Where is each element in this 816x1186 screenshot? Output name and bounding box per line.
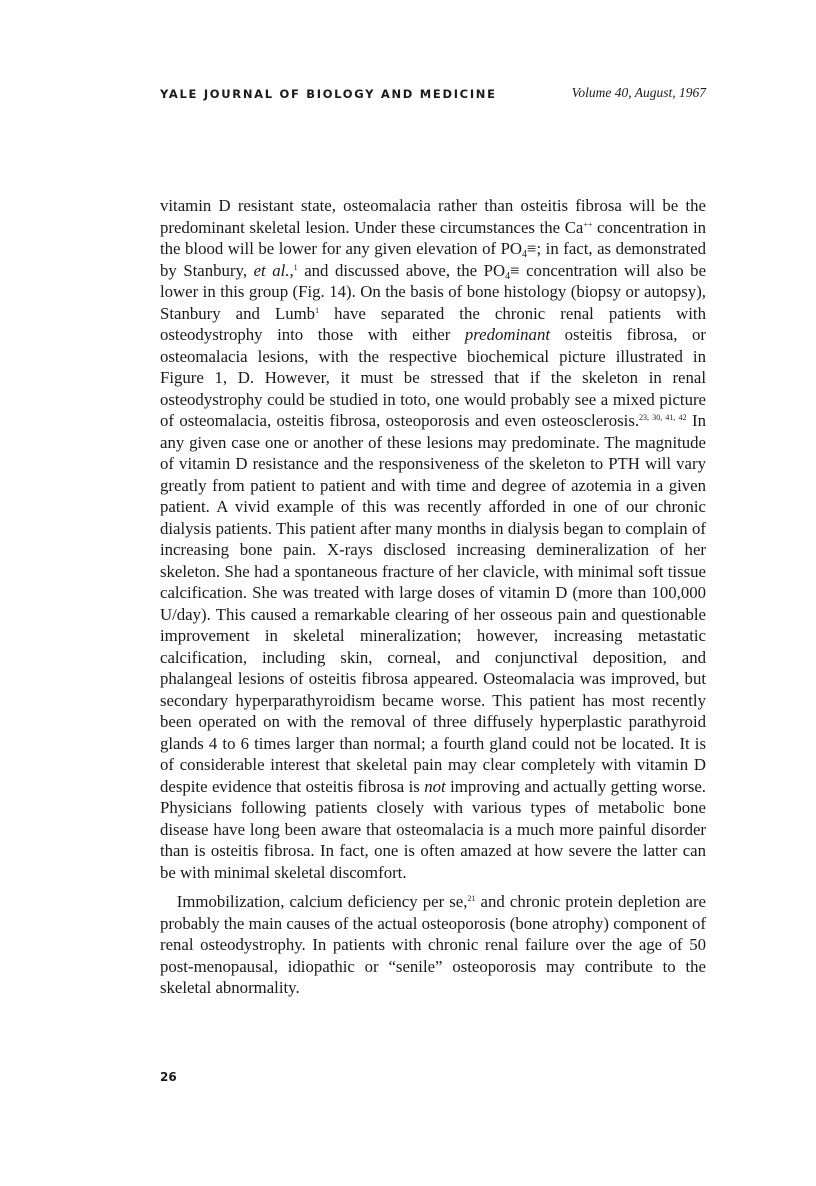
- body-text: [160, 195, 706, 999]
- paragraph-2: Immobilization, calcium deficiency per se,$^{21}$ and chronic protein depletion are probably the main causes of the actual osteoporosis (bone atrophy) component of renal osteodystrophy. In patients with chronic renal failure over the age of 50 post-menopausal, idiopathic or “senile” osteoporosis may contribute to the skeletal abnormality.: [160, 892, 706, 997]
- journal-name: YALE JOURNAL OF BIOLOGY AND MEDICINE: [160, 87, 497, 101]
- citation: 21: [467, 894, 476, 903]
- running-head: [160, 87, 706, 107]
- page-number: 26: [160, 1070, 177, 1084]
- paragraph-1: vitamin D resistant state, osteomalacia rather than osteitis fibrosa will be the predominant skeletal lesion. Under these circumstances the Ca++ concentration in the blood will be lower for any given elevation of $PO_4\equiv$; in fact, as demonstrated by Stanbury, et al.,$^1$ and discussed above, the $PO_4\equiv$ concentration will also be lower in this group (Fig. 14). On the basis of bone histology (biopsy or autopsy), Stanbury and Lumb$^1$ have separated the chronic renal patients with osteodystrophy into those with either predominant osteitis fibrosa, or osteomalacia lesions, with the respective biochemical picture illustrated in Figure 1, D. However, it must be stressed that if the skeleton in renal osteodystrophy could be studied in toto, one would probably see a mixed picture of osteomalacia, osteitis fibrosa, osteoporosis and even osteosclerosis.$^{23, 30, 41, 42}$ In any given case one or another of these lesions may predominate. The magnitude of vitamin D resistance and the responsiveness of the skeleton to PTH will vary greatly from patient to patient and with time and degree of azotemia in a given patient. A vivid example of this was recently afforded in one of our chronic dialysis patients. This patient after many months in dialysis began to complain of increasing bone pain. X-rays disclosed increasing demineralization of her skeleton. She had a spontaneous fracture of her clavicle, with minimal soft tissue calcification. She was treated with large doses of vitamin D (more than 100,000 U/day). This caused a remarkable clearing of her osseous pain and questionable improvement in skeletal mineralization; however, increasing metastatic calcification, including skin, corneal, and conjunctival deposition, and phalangeal lesions of osteitis fibrosa appeared. Osteomalacia was improved, but secondary hyperparathyroidism became worse. This patient has most recently been operated on with the removal of three diffusely hyperplastic parathyroid glands 4 to 6 times larger than normal; a fourth gland could not be located. It is of considerable interest that skeletal pain may clear completely with vitamin D despite evidence that osteitis fibrosa is not improving and actually getting worse. Physicians following patients closely with various types of metabolic bone disease have long been aware that osteomalacia is a much more painful disorder than is osteitis fibrosa. In fact, one is often amazed at how severe the latter can be with minimal skeletal discomfort.: [160, 196, 707, 882]
- citation: 1: [293, 262, 298, 272]
- volume-info: Volume 40, August, 1967: [571, 85, 706, 100]
- citation: 23, 30, 41, 42: [639, 413, 687, 422]
- citation: 1: [315, 305, 320, 315]
